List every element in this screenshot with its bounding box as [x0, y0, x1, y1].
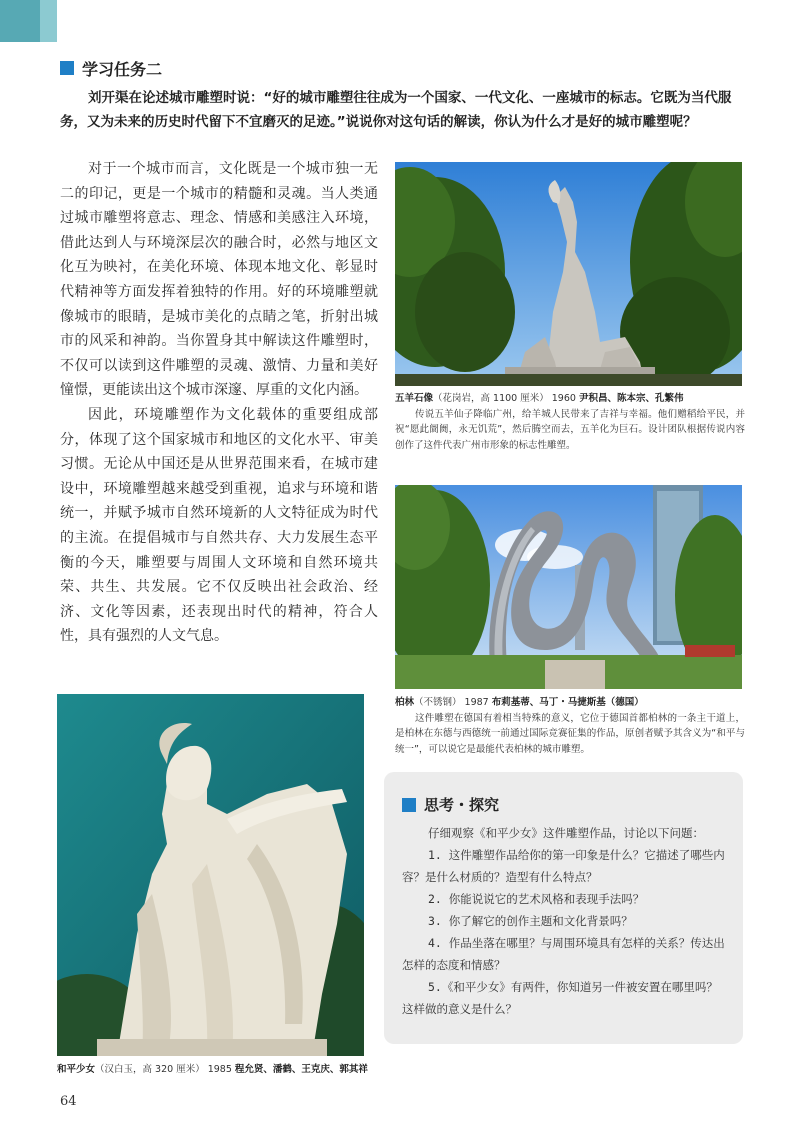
caption-title: 柏林	[395, 697, 415, 708]
caption-authors: 程允贤、潘鹤、王克庆、郭其祥	[234, 1064, 368, 1075]
body-text	[60, 157, 378, 649]
peace-girl-caption	[57, 1062, 457, 1078]
think-question-5: 5.《和平少女》有两件，你知道另一件被安置在哪里吗？这样做的意义是什么？	[402, 980, 718, 1016]
caption-authors: 尹积昌、陈本宗、孔繁伟	[578, 393, 684, 404]
think-body	[402, 822, 727, 1020]
body-paragraph-1: 对于一个城市而言，文化既是一个城市独一无二的印记，更是一个城市的精髓和灵魂。当人类通过城市雕塑将意志、理念、情感和美感注入环境，借此达到人与环境深层次的融合时，必然与地区文化互为映衬，在美化环境、体现本地文化、彰显时代精神等方面发挥着独特的作用。好的环境雕塑就像城市的眼睛，是城市美化的点睛之笔，折射出城市的风采和神韵。当你置身其中解读这件雕塑时，不仅可以读到这件雕塑的灵魂、激情、力量和美好憧憬，更能读出这个城市深邃、厚重的文化内涵。	[60, 161, 378, 399]
think-question-2: 2. 你能说说它的艺术风格和表现手法吗？	[428, 892, 645, 906]
think-intro: 仔细观察《和平少女》这件雕塑作品，讨论以下问题：	[428, 826, 704, 840]
body-paragraph-2: 因此，环境雕塑作为文化载体的重要组成部分，体现了这个国家城市和地区的文化水平、审美习惯。无论从中国还是从世界范围来看，在城市建设中，环境雕塑越来越受到重视，追求与环境和谐统一，并赋予城市自然环境新的人文特征成为时代的主流。在提倡城市与自然共存、大力发展生态平衡的今天，雕塑要与周围人文环境和自然环境共荣、共生、共发展。它不仅反映出社会政治、经济、文化等因素，还表现出时代的精神，符合人性，具有强烈的人文气息。	[60, 406, 378, 645]
five-goats-caption	[395, 391, 745, 453]
task-title: 学习任务二	[82, 59, 163, 79]
task-description: 刘开渠在论述城市雕塑时说：“好的城市雕塑往往成为一个国家、一代文化、一座城市的标志。它既为当代服务，又为未来的历史时代留下不宜磨灭的足迹。”说说你对这句话的解读，你认为什么才是好的城市雕塑呢？	[60, 90, 732, 130]
caption-meta: （花岗岩，高 1100 厘米） 1960	[433, 393, 576, 404]
caption-description: 传说五羊仙子降临广州，给羊城人民带来了吉祥与幸福。他们赠稻给平民，并祝“愿此阛阓，永无饥荒”，然后腾空而去，五羊化为巨石。设计团队根据传说内容创作了这件代表广州市形象的标志性雕塑。	[395, 408, 745, 451]
berlin-caption	[395, 695, 745, 757]
think-explore-box	[384, 772, 743, 1044]
berlin-sculpture-photo	[395, 485, 742, 689]
corner-tab	[0, 0, 57, 42]
caption-authors: 布莉基蒂、马丁・马捷斯基（德国）	[491, 697, 644, 708]
caption-meta: （汉白玉，高 320 厘米） 1985	[95, 1064, 232, 1075]
caption-description: 这件雕塑在德国有着相当特殊的意义，它位于德国首都柏林的一条主干道上，是柏林在东德与西德统一前通过国际竞赛征集的作品，原创者赋予其含义为“和平与统一”，可以说它是最能代表柏林的城市雕塑。	[395, 712, 745, 755]
think-title: 思考・探究	[424, 796, 500, 814]
think-question-1: 1. 这件雕塑作品给你的第一印象是什么？它描述了哪些内容？是什么材质的？造型有什么特点？	[402, 848, 725, 884]
square-bullet-icon	[60, 61, 74, 75]
think-question-3: 3. 你了解它的创作主题和文化背景吗？	[428, 914, 633, 928]
square-bullet-icon	[402, 798, 416, 812]
caption-title: 五羊石像	[395, 393, 434, 404]
page-number: 64	[60, 1094, 77, 1109]
caption-meta: （不锈钢） 1987	[414, 697, 489, 708]
peace-girl-photo	[57, 694, 364, 1056]
corner-tab-accent	[40, 0, 57, 42]
think-heading	[402, 794, 499, 815]
caption-title: 和平少女	[57, 1064, 96, 1075]
five-goats-photo	[395, 162, 742, 386]
think-question-4: 4. 作品坐落在哪里？与周围环境具有怎样的关系？传达出怎样的态度和情感？	[402, 936, 725, 972]
task-heading	[60, 58, 162, 78]
